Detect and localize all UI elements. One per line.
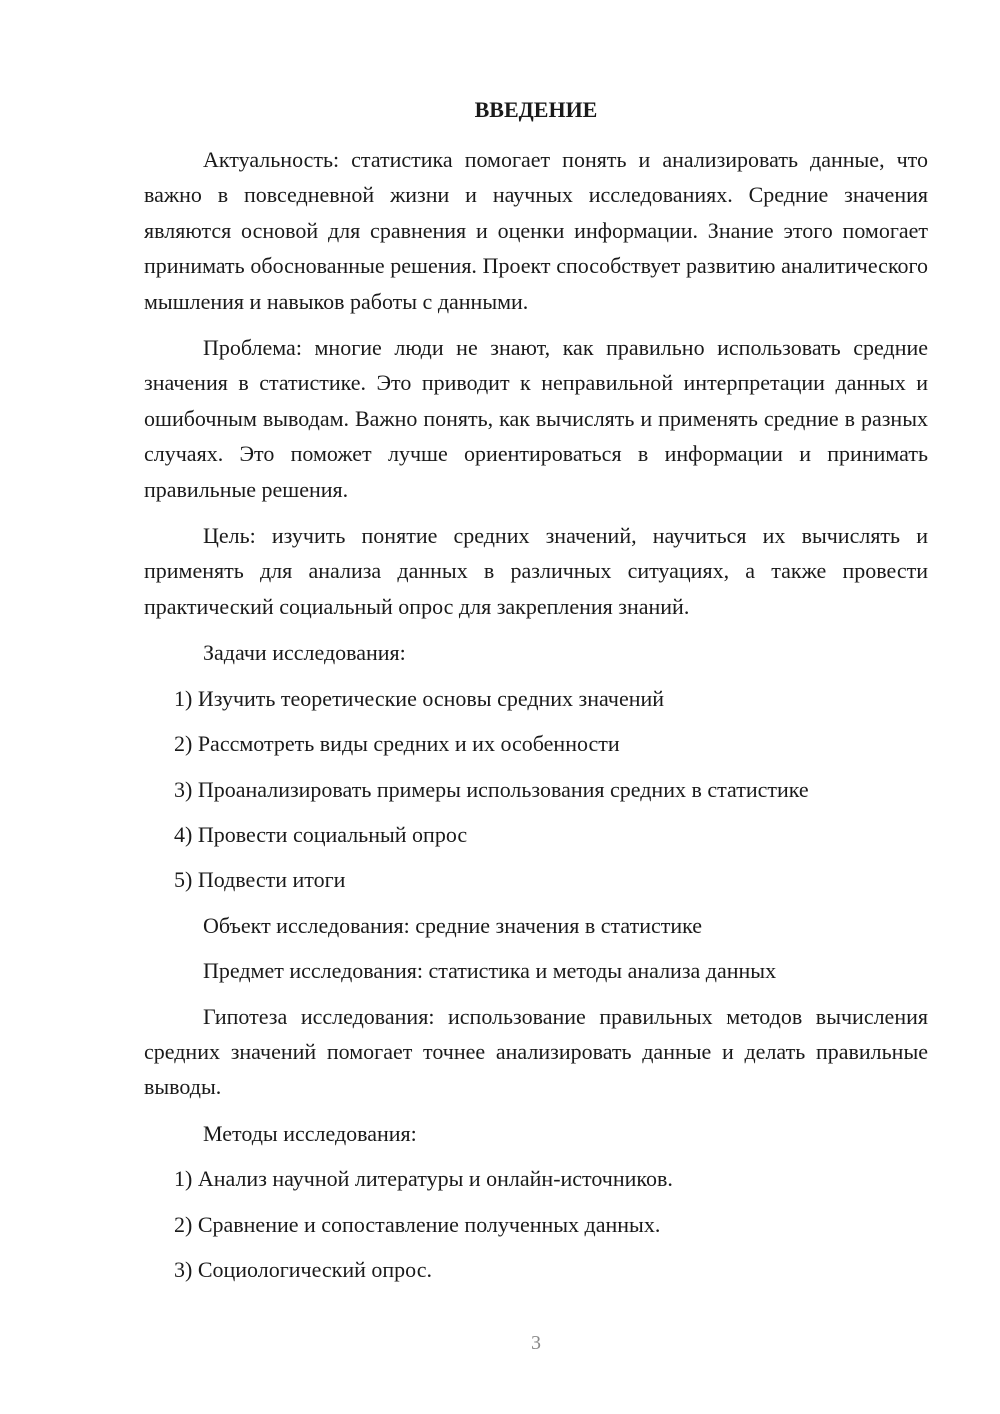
- list-item: 2) Сравнение и сопоставление полученных данных.: [174, 1211, 661, 1237]
- goal-paragraph: Цель: изучить понятие средних значений, научиться их вычислять и применять для анализа данных в различных ситуациях, а также провести практический социальный опрос для закрепления знаний.: [144, 523, 928, 619]
- research-object: Объект исследования: средние значения в статистике: [203, 912, 703, 938]
- methods-list: [144, 1161, 928, 1287]
- list-item: 3) Проанализировать примеры использования средних в статистике: [174, 776, 809, 802]
- hypothesis-paragraph: Гипотеза исследования: использование правильных методов вычисления средних значений помогает точнее анализировать данные и делать правильные выводы.: [144, 1003, 928, 1100]
- relevance-paragraph: Актуальность: статистика помогает понять и анализировать данные, что важно в повседневной жизни и научных исследованиях. Средние значения являются основой для сравнения и оценки информации. Знание этого помогает принимать обоснованные решения. Проект способствует развитию аналитического мышления и навыков работы с данными.: [144, 147, 928, 314]
- list-item: 1) Изучить теоретические основы средних значений: [174, 685, 665, 711]
- methods-title: Методы исследования:: [203, 1120, 417, 1146]
- list-item: 4) Провести социальный опрос: [174, 821, 468, 847]
- list-item: 3) Социологический опрос.: [174, 1256, 432, 1282]
- tasks-title: Задачи исследования:: [203, 640, 406, 666]
- section-heading: ВВЕДЕНИЕ: [474, 97, 598, 122]
- list-item: 1) Анализ научной литературы и онлайн-источников.: [174, 1166, 673, 1192]
- list-item: 2) Рассмотреть виды средних и их особенности: [174, 731, 620, 757]
- problem-paragraph: Проблема: многие люди не знают, как правильно использовать средние значения в статистике. Это приводит к неправильной интерпретации данных и ошибочным выводам. Важно понять, как вычислять и применять средние в разных случаях. Это поможет лучше ориентироваться в информации и принимать правильные решения.: [144, 335, 928, 502]
- list-item: 5) Подвести итоги: [174, 867, 346, 893]
- page-number: 3: [531, 1332, 541, 1354]
- page-content: [144, 92, 928, 1297]
- tasks-list: [144, 681, 928, 898]
- research-subject: Предмет исследования: статистика и методы анализа данных: [203, 958, 777, 984]
